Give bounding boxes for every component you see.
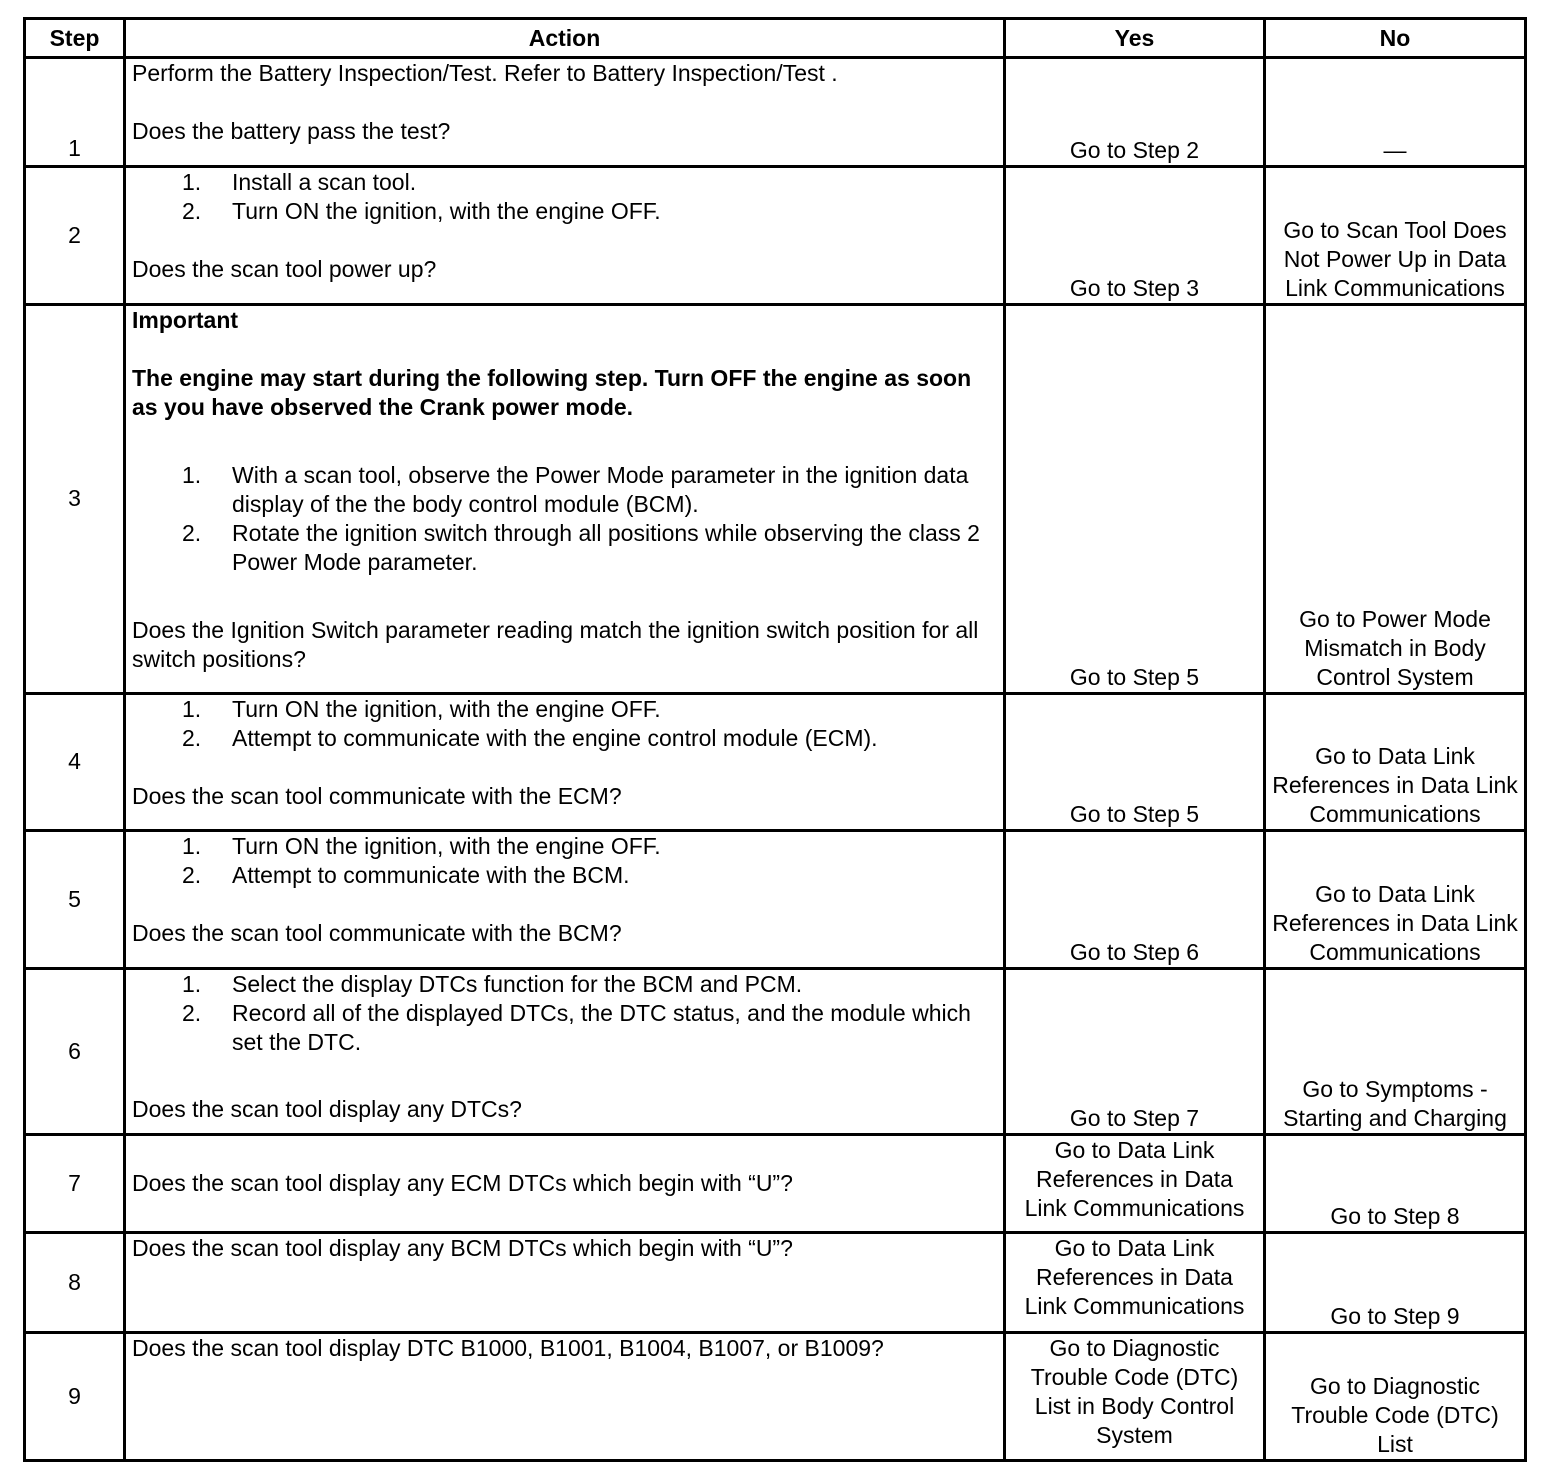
- action-cell: [125, 1332, 1005, 1460]
- step-number: 7: [25, 1135, 125, 1233]
- table-row-step-4: [25, 693, 1526, 830]
- diagnostic-table: [23, 17, 1527, 1462]
- procedure-item: 2. Turn ON the ignition, with the engine OFF.: [182, 198, 661, 225]
- procedure-list: [132, 970, 997, 1057]
- procedure-item: 1. Turn ON the ignition, with the engine OFF.: [182, 833, 661, 860]
- action-cell: [125, 167, 1005, 304]
- table-row-step-2: [25, 167, 1526, 304]
- action-cell: [125, 968, 1005, 1134]
- no-link[interactable]: Go to Power Mode Mismatch in Body Control System: [1265, 304, 1526, 693]
- procedure-item: 2. Attempt to communicate with the BCM.: [182, 862, 630, 889]
- procedure-item: 1. Turn ON the ignition, with the engine OFF.: [182, 695, 661, 722]
- action-question: Does the scan tool display any BCM DTCs which begin with “U”?: [132, 1235, 793, 1262]
- action-question: Does the scan tool communicate with the ECM?: [132, 782, 622, 809]
- header-yes: Yes: [1005, 19, 1265, 58]
- header-row: [25, 19, 1526, 58]
- procedure-list: [132, 832, 997, 890]
- header-step: Step: [25, 19, 125, 58]
- action-question: Does the scan tool communicate with the BCM?: [132, 920, 622, 947]
- step-number: 5: [25, 831, 125, 968]
- important-warning: The engine may start during the following step. Turn OFF the engine as soon as you have observed the Crank power mode.: [132, 364, 972, 420]
- action-question: Does the scan tool display any ECM DTCs which begin with “U”?: [132, 1170, 793, 1197]
- step-number: 8: [25, 1233, 125, 1332]
- yes-link[interactable]: Go to Step 5: [1005, 693, 1265, 830]
- yes-link[interactable]: Go to Step 2: [1005, 58, 1265, 167]
- action-cell: [125, 693, 1005, 830]
- table-row-step-1: [25, 58, 1526, 167]
- step-number: 4: [25, 693, 125, 830]
- no-link[interactable]: Go to Scan Tool Does Not Power Up in Data Link Communications: [1265, 167, 1526, 304]
- no-link[interactable]: Go to Symptoms - Starting and Charging: [1265, 968, 1526, 1134]
- table-row-step-5: [25, 831, 1526, 968]
- procedure-item: 2. Record all of the displayed DTCs, the DTC status, and the module which set the DTC.: [182, 999, 971, 1055]
- important-label: Important: [132, 306, 239, 333]
- yes-link[interactable]: Go to Step 3: [1005, 167, 1265, 304]
- no-link[interactable]: Go to Data Link References in Data Link Communications: [1265, 693, 1526, 830]
- table-row-step-9: [25, 1332, 1526, 1460]
- action-cell: [125, 1233, 1005, 1332]
- no-link[interactable]: Go to Diagnostic Trouble Code (DTC) List: [1265, 1332, 1526, 1460]
- action-question: Does the scan tool display DTC B1000, B1001, B1004, B1007, or B1009?: [132, 1334, 884, 1361]
- procedure-item: 2. Rotate the ignition switch through all positions while observing the class 2 Power Mode parameter.: [182, 519, 980, 575]
- no-result: —: [1265, 58, 1526, 167]
- step-number: 6: [25, 968, 125, 1134]
- no-link[interactable]: Go to Step 8: [1265, 1135, 1526, 1233]
- step-number: 1: [25, 58, 125, 167]
- action-cell: [125, 831, 1005, 968]
- table-row-step-6: [25, 968, 1526, 1134]
- table-row-step-7: [25, 1135, 1526, 1233]
- action-question: Does the scan tool display any DTCs?: [132, 1095, 522, 1122]
- yes-link[interactable]: Go to Data Link References in Data Link Communications: [1005, 1135, 1265, 1233]
- table-row-step-8: [25, 1233, 1526, 1332]
- no-link[interactable]: Go to Step 9: [1265, 1233, 1526, 1332]
- action-cell: [125, 58, 1005, 167]
- yes-link[interactable]: Go to Data Link References in Data Link Communications: [1005, 1233, 1265, 1332]
- action-cell: [125, 1135, 1005, 1233]
- procedure-item: 1. Select the display DTCs function for the BCM and PCM.: [182, 970, 803, 997]
- action-question: Does the scan tool power up?: [132, 256, 437, 283]
- step-number: 9: [25, 1332, 125, 1460]
- action-question: Does the Ignition Switch parameter reading match the ignition switch position for all switch positions?: [132, 616, 979, 672]
- yes-link[interactable]: Go to Step 5: [1005, 304, 1265, 693]
- step-number: 3: [25, 304, 125, 693]
- action-intro: Perform the Battery Inspection/Test. Refer to Battery Inspection/Test .: [132, 60, 838, 86]
- yes-link[interactable]: Go to Step 6: [1005, 831, 1265, 968]
- action-question: Does the battery pass the test?: [132, 118, 451, 144]
- procedure-item: 1. With a scan tool, observe the Power Mode parameter in the ignition data display of the the body control module (BCM).: [182, 461, 969, 517]
- table-row-step-3: [25, 304, 1526, 693]
- procedure-list: [132, 461, 997, 577]
- procedure-item: 1. Install a scan tool.: [182, 169, 417, 196]
- header-action: Action: [125, 19, 1005, 58]
- no-link[interactable]: Go to Data Link References in Data Link Communications: [1265, 831, 1526, 968]
- header-no: No: [1265, 19, 1526, 58]
- yes-link[interactable]: Go to Diagnostic Trouble Code (DTC) List in Body Control System: [1005, 1332, 1265, 1460]
- procedure-list: [132, 695, 997, 753]
- action-cell: [125, 304, 1005, 693]
- step-number: 2: [25, 167, 125, 304]
- yes-link[interactable]: Go to Step 7: [1005, 968, 1265, 1134]
- procedure-list: [132, 168, 997, 226]
- procedure-item: 2. Attempt to communicate with the engine control module (ECM).: [182, 724, 878, 751]
